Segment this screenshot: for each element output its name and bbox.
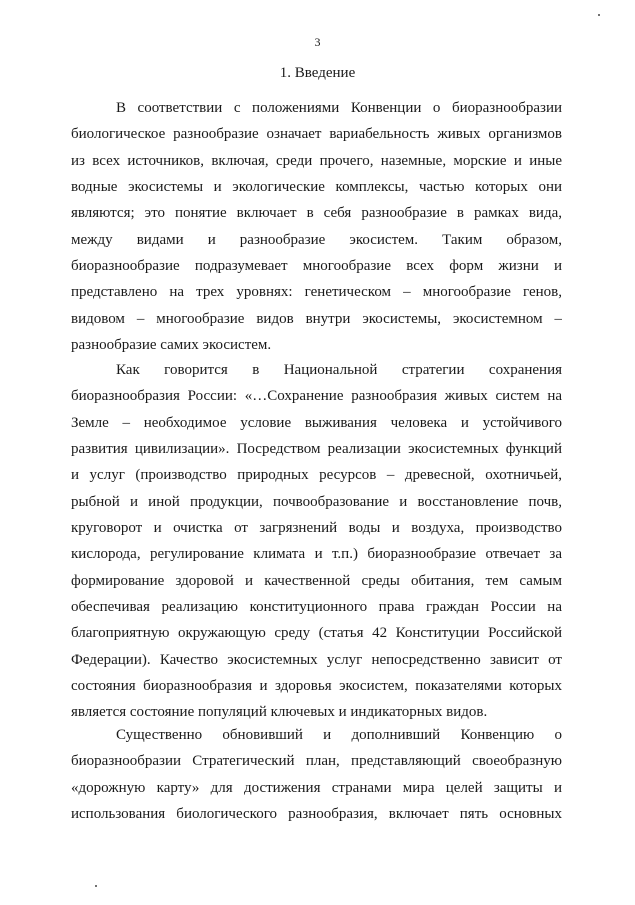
scan-speck	[95, 885, 97, 887]
scan-speck	[598, 14, 600, 16]
text-line: благоприятную окружающую среду (статья 42 Конституции Российской	[71, 625, 562, 642]
text-line: Как говорится в Национальной стратегии сохранения	[116, 362, 562, 378]
text-line: биоразнообразие подразумевает многообразие всех форм жизни и	[71, 258, 562, 275]
text-line: водные экосистемы и экологические комплексы, частью которых они	[71, 179, 562, 196]
text-line: биоразнообразия России: «…Сохранение разнообразия живых систем на	[71, 388, 562, 405]
text-line: развития цивилизации». Посредством реализации экосистемных функций	[71, 441, 562, 458]
text-line: являются; это понятие включает в себя разнообразие в рамках вида,	[71, 205, 562, 222]
text-line: состояния биоразнообразия и здоровья экосистем, показателями которых	[71, 678, 562, 695]
text-line: Существенно обновивший и дополнивший Конвенцию о	[116, 727, 562, 743]
text-line: разнообразие самих экосистем.	[71, 337, 272, 354]
page-number: 3	[314, 35, 321, 49]
text-line: биоразнообразии Стратегический план, представляющий своеобразную	[71, 753, 562, 770]
text-line: обеспечивая реализацию конституционного права граждан России на	[71, 599, 562, 616]
paragraph-2	[71, 357, 562, 726]
text-line: Федерации). Качество экосистемных услуг непосредственно зависит от	[71, 651, 562, 668]
paragraph-3	[71, 722, 562, 827]
text-line: биологическое разнообразие означает вариабельность живых организмов	[71, 126, 562, 143]
text-line: круговорот и очистка от загрязнений воды и воздуха, производство	[71, 520, 562, 537]
text-line: кислорода, регулирование климата и т.п.) биоразнообразие отвечает за	[71, 546, 562, 563]
paragraph-1	[71, 95, 562, 358]
text-line: между видами и разнообразие экосистем. Таким образом,	[71, 231, 562, 248]
text-line: использования биологического разнообразия, включает пять основных	[71, 806, 562, 823]
text-line: из всех источников, включая, среди прочего, наземные, морские и иные	[71, 152, 562, 169]
text-line: «дорожную карту» для достижения странами мира целей защиты и	[71, 779, 562, 796]
text-line: формирование здоровой и качественной среды обитания, тем самым	[71, 572, 562, 589]
text-line: Земле – необходимое условие выживания человека и устойчивого	[71, 414, 562, 431]
section-title: 1. Введение	[279, 65, 356, 81]
text-line: и услуг (производство природных ресурсов – древесной, охотничьей,	[71, 467, 562, 484]
text-line: видовом – многообразие видов внутри экосистемы, экосистемном –	[71, 310, 562, 327]
text-line: является состояние популяций ключевых и индикаторных видов.	[71, 704, 488, 721]
text-line: рыбной и иной продукции, почвообразование и восстановление почв,	[71, 493, 562, 510]
text-line: представлено на трех уровнях: генетическом – многообразие генов,	[71, 284, 562, 301]
text-line: В соответствии с положениями Конвенции о биоразнообразии	[116, 100, 562, 116]
